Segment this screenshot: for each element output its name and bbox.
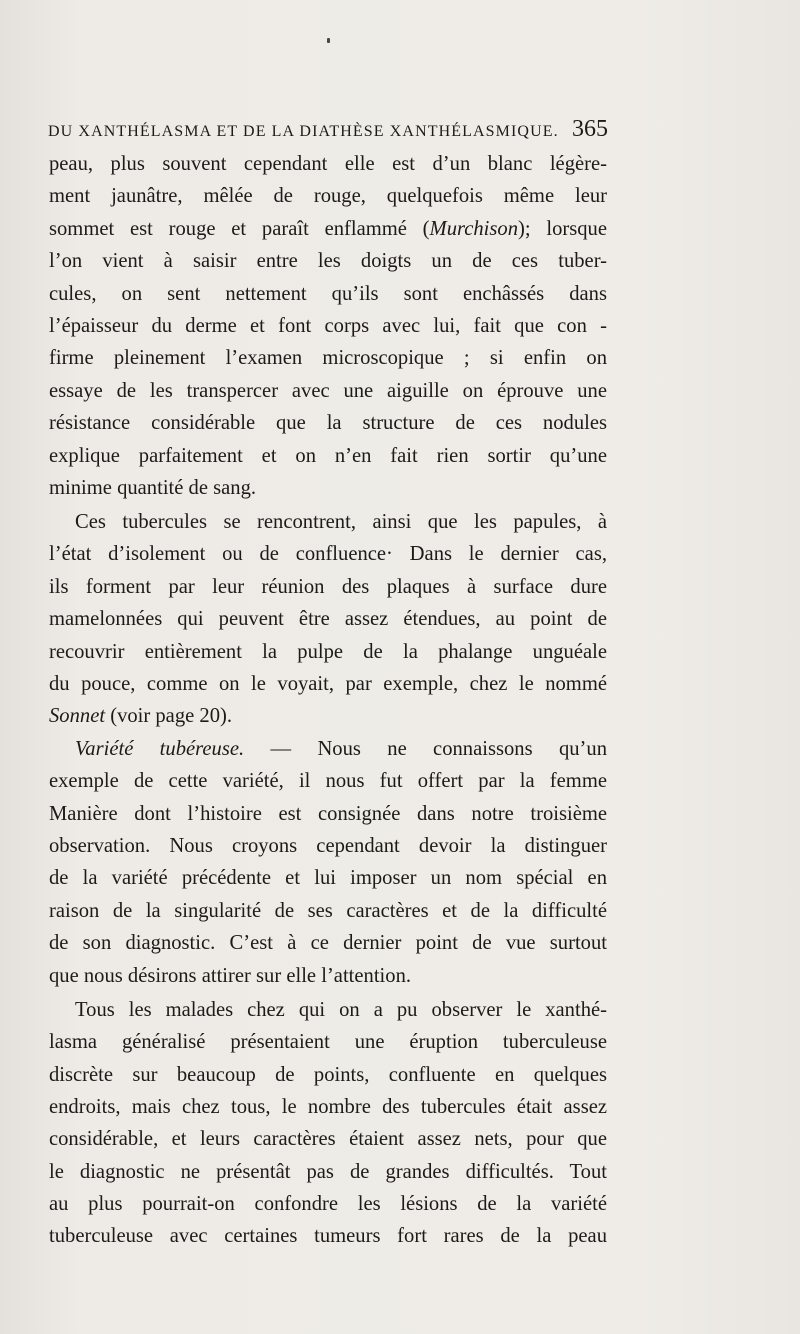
text-line: mamelonnées qui peuvent être assez étendues, au point de [49,608,607,631]
running-head-title: DU XANTHÉLASMA ET DE LA DIATHÈSE XANTHÉLASMIQUE. [48,123,559,140]
ink-speck [327,38,330,43]
text-line: minime quantité de sang. [49,476,257,499]
text-line: ils forment par leur réunion des plaques à surface dure [49,575,607,598]
text-line: Tous les malades chez qui on a pu observer le xanthé- [75,998,607,1021]
page-number: 365 [572,116,608,142]
text-line: au plus pourrait-on confondre les lésions de la variété [49,1193,607,1216]
text-line: essaye de les transpercer avec une aiguille on éprouve une [49,379,607,402]
body-text [49,148,607,1253]
text-line: Sonnet (voir page 20). [49,705,233,728]
paragraph [49,733,607,992]
text-line: que nous désirons attirer sur elle l’attention. [49,964,412,987]
text-line: Ces tubercules se rencontrent, ainsi que les papules, à [75,511,607,534]
text-line: Manière dont l’histoire est consignée dans notre troisième [49,802,607,825]
text-line: l’on vient à saisir entre les doigts un de ces tuber- [49,250,607,273]
text-line: discrète sur beaucoup de points, confluente en quelques [49,1063,607,1086]
running-head [48,116,608,148]
italic-name: Murchison [429,217,519,240]
text-line: de son diagnostic. C’est à ce dernier point de vue surtout [49,932,607,955]
italic-name: Sonnet [49,705,106,728]
text-line: de la variété précédente et lui imposer un nom spécial en [49,867,607,890]
text-line: l’épaisseur du derme et font corps avec lui, fait que con - [49,314,607,337]
text-line: explique parfaitement et on n’en fait rien sortir qu’une [49,444,607,467]
text-line: l’état d’isolement ou de confluence· Dans le dernier cas, [49,543,607,566]
text-line: firme pleinement l’examen microscopique ; si enfin on [49,347,607,370]
text-line: sommet est rouge et paraît enflammé (Murchison); lorsque [49,217,607,240]
paragraph [49,506,607,733]
text-line: raison de la singularité de ses caractères et de la difficulté [49,899,607,922]
text-line: cules, on sent nettement qu’ils sont enchâssés dans [49,282,607,305]
text-line: lasma généralisé présentaient une éruption tuberculeuse [49,1031,607,1054]
text-line: peau, plus souvent cependant elle est d’un blanc légère- [49,153,607,175]
text-line: du pouce, comme on le voyait, par exemple, chez le nommé [49,673,607,696]
text-line: résistance considérable que la structure de ces nodules [49,412,607,435]
section-heading: Variété tubéreuse. [75,737,245,760]
text-line: ment jaunâtre, mêlée de rouge, quelquefois même leur [49,185,607,208]
text-line: considérable, et leurs caractères étaient assez nets, pour que [49,1128,607,1151]
text-line: exemple de cette variété, il nous fut offert par la femme [49,770,607,793]
paragraph [49,994,607,1253]
paragraph [49,148,607,504]
text-line: recouvrir entièrement la pulpe de la phalange unguéale [49,640,607,663]
text-line: le diagnostic ne présentât pas de grandes difficultés. Tout [49,1160,607,1183]
text-line: tuberculeuse avec certaines tumeurs fort rares de la peau [49,1225,607,1248]
text-line: Variété tubéreuse. — Nous ne connaissons qu’un [75,737,607,760]
text-line: endroits, mais chez tous, le nombre des tubercules était assez [49,1095,607,1118]
text-line: observation. Nous croyons cependant devoir la distinguer [49,835,607,857]
